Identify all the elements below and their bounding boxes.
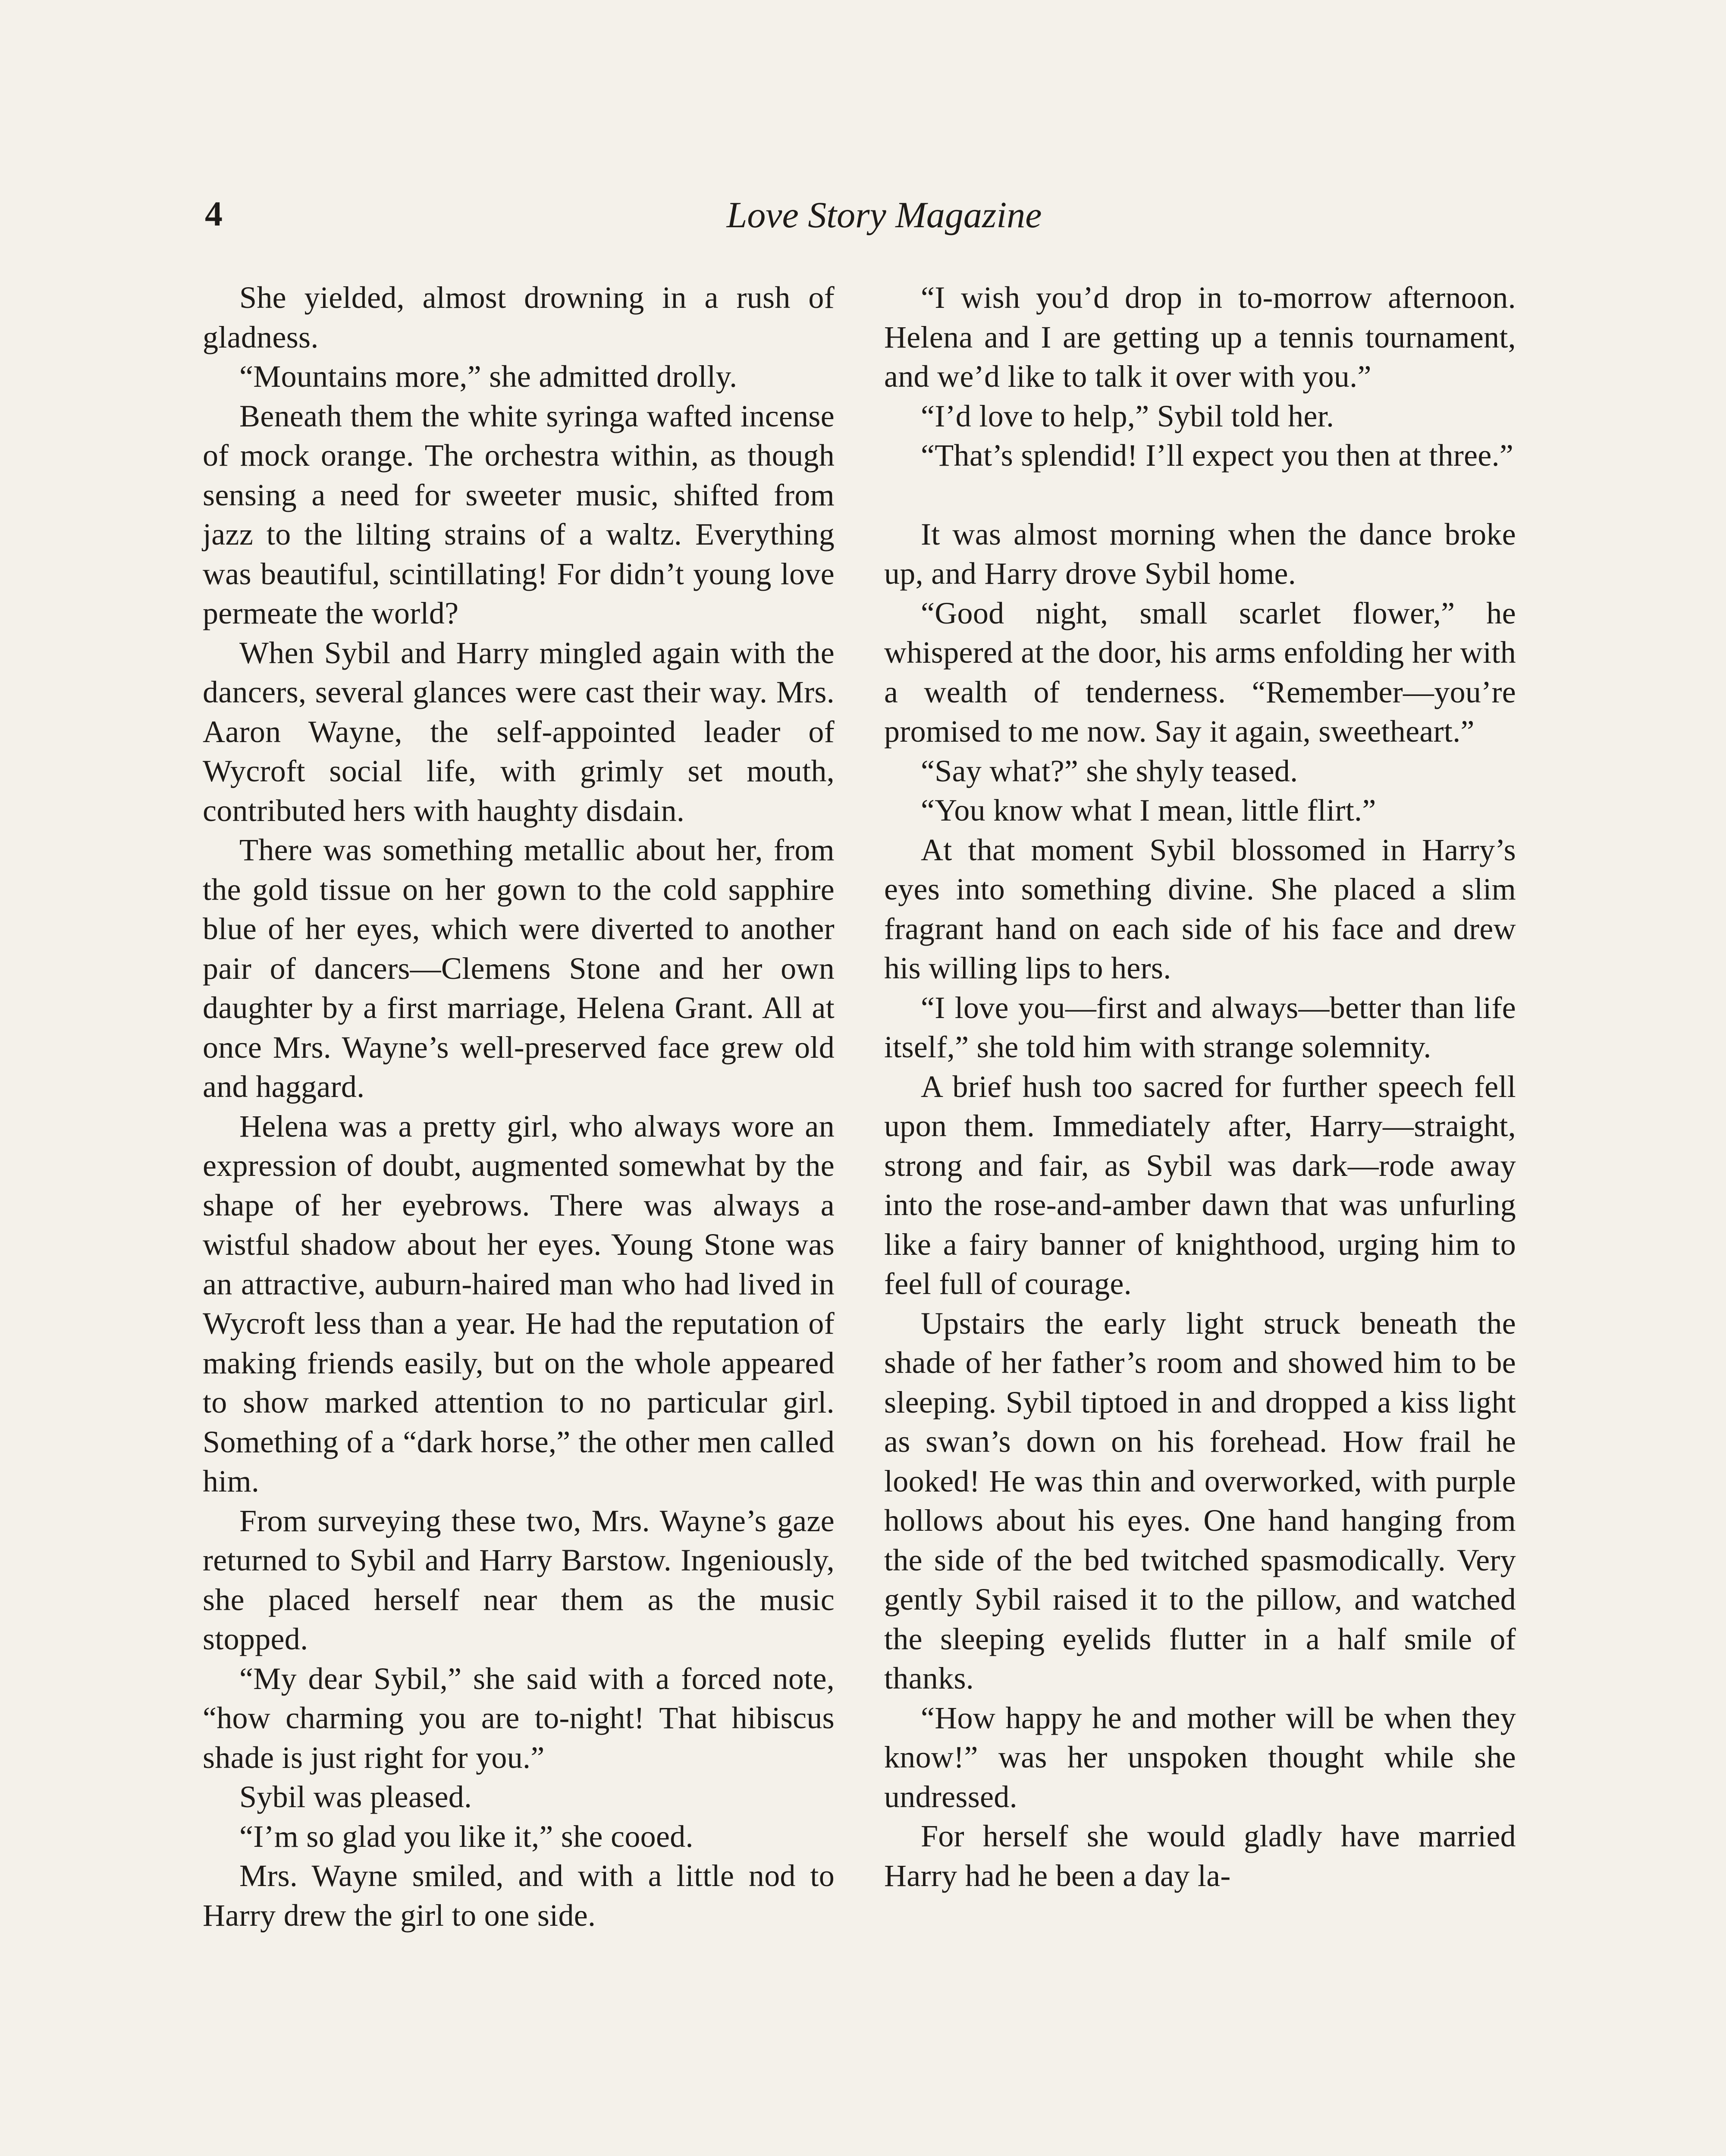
page-number: 4 — [205, 194, 223, 233]
paragraph: “I wish you’d drop in to-morrow afternoon. Helena and I are getting up a tennis tournament, and we’d like to talk it over with you.” — [884, 280, 1516, 394]
right-column — [884, 278, 1516, 1896]
paragraph: “Say what?” she shyly teased. — [921, 753, 1298, 788]
left-column — [203, 278, 835, 1935]
paragraph: From surveying these two, Mrs. Wayne’s gaze returned to Sybil and Harry Barstow. Ingeniously, she placed herself near them as the music stopped. — [203, 1503, 835, 1656]
paragraph: “Mountains more,” she admitted drolly. — [239, 359, 737, 394]
paragraph: Helena was a pretty girl, who always wore an expression of doubt, augmented somewhat by the shape of her eyebrows. There was always a wistful shadow about her eyes. Young Stone was an attractive, auburn-haired man who had lived in Wycroft less than a year. He had the reputation of making friends easily, but on the whole appeared to show marked attention to no particular girl. Something of a “dark horse,” the other men called him. — [203, 1109, 835, 1498]
paragraph: For herself she would gladly have married Harry had he been a day la- — [884, 1819, 1516, 1893]
paragraph: Sybil was pleased. — [239, 1780, 472, 1814]
paragraph: At that moment Sybil blossomed in Harry’s eyes into something divine. She placed a slim fragrant hand on each side of his face and drew his willing lips to hers. — [884, 832, 1516, 985]
paragraph: When Sybil and Harry mingled again with the dancers, several glances were cast their way. Mrs. Aaron Wayne, the self-appointed leader of Wycroft social life, with grimly set mouth, contributed hers with haughty disdain. — [203, 635, 835, 828]
paragraph: A brief hush too sacred for further speech fell upon them. Immediately after, Harry—straight, strong and fair, as Sybil was dark—rode away into the rose-and-amber dawn that was unfurling like a fairy banner of knighthood, urging him to feel full of courage. — [884, 1069, 1516, 1301]
paragraph: She yielded, almost drowning in a rush of gladness. — [203, 280, 835, 354]
paragraph: Beneath them the white syringa wafted incense of mock orange. The orchestra within, as though sensing a need for sweeter music, shifted from jazz to the lilting strains of a waltz. Everything was beautiful, scintillating! For didn’t young love permeate the world? — [203, 398, 835, 630]
running-head: Love Story Magazine — [726, 194, 1042, 235]
paragraph: It was almost morning when the dance broke up, and Harry drove Sybil home. — [884, 517, 1516, 591]
paragraph: “I’d love to help,” Sybil told her. — [921, 398, 1334, 433]
paragraph: “I love you—first and always—better than life itself,” she told him with strange solemnity. — [884, 990, 1516, 1064]
paragraph: “Good night, small scarlet flower,” he whispered at the door, his arms enfolding her with a wealth of tenderness. “Remember—you’re promised to me now. Say it again, sweetheart.” — [884, 595, 1516, 749]
paragraph: Mrs. Wayne smiled, and with a little nod to Harry drew the girl to one side. — [203, 1858, 835, 1933]
paragraph: “My dear Sybil,” she said with a forced note, “how charming you are to-night! That hibiscus shade is just right for you.” — [203, 1661, 835, 1775]
paragraph: “I’m so glad you like it,” she cooed. — [239, 1819, 694, 1854]
paragraph: “That’s splendid! I’ll expect you then at three.” — [921, 438, 1514, 473]
paragraph: “You know what I mean, little flirt.” — [921, 793, 1376, 827]
paragraph: “How happy he and mother will be when they know!” was her unspoken thought while she undressed. — [884, 1700, 1516, 1814]
paragraph: There was something metallic about her, from the gold tissue on her gown to the cold sapphire blue of her eyes, which were diverted to another pair of dancers—Clemens Stone and her own daughter by a first marriage, Helena Grant. All at once Mrs. Wayne’s well-preserved face grew old and haggard. — [203, 833, 835, 1104]
paragraph: Upstairs the early light struck beneath the shade of her father’s room and showed him to be sleeping. Sybil tiptoed in and dropped a kiss light as swan’s down on his forehead. How frail he looked! He was thin and overworked, with purple hollows about his eyes. One hand hanging from the side of the bed twitched spasmodically. Very gently Sybil raised it to the pillow, and watched the sleeping eyelids flutter in a half smile of thanks. — [884, 1306, 1516, 1695]
